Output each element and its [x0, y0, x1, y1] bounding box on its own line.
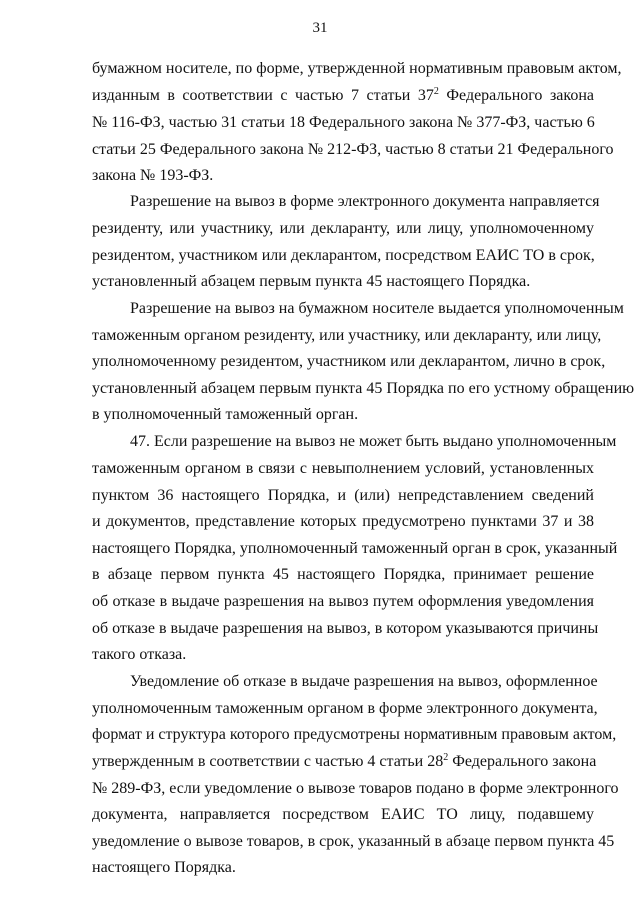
page-number: 31 [312, 20, 328, 36]
text-line: уполномоченному резидентом, участником или декларантом, лично в срок, [92, 353, 606, 370]
text-line: установленный абзацем первым пункта 45 настоящего Порядка. [92, 273, 531, 290]
text-line: пунктом 36 настоящего Порядка, и (или) непредставлением сведений [92, 487, 594, 504]
text-line: 47. Если разрешение на вывоз не может быть выдано уполномоченным [130, 433, 617, 450]
text-line: об отказе в выдаче разрешения на вывоз путем оформления уведомления [92, 593, 594, 610]
text-line: № 289-ФЗ, если уведомление о вывозе товаров подано в форме электронного [92, 780, 619, 797]
text-line: и документов, представление которых предусмотрено пунктами 37 и 38 [92, 513, 594, 530]
text-line: таможенным органом в связи с невыполнением условий, установленных [92, 460, 594, 477]
text-line: резидентом, участником или декларантом, посредством ЕАИС ТО в срок, [92, 247, 595, 264]
text-line: резиденту, или участнику, или декларанту, или лицу, уполномоченному [92, 220, 594, 237]
superscript: 2 [443, 752, 449, 763]
text-line: Уведомление об отказе в выдаче разрешения на вывоз, оформленное [130, 673, 598, 690]
text-line: утвержденным в соответствии с частью 4 статьи $28^2$ Федерального закона [92, 752, 597, 770]
text-line: настоящего Порядка. [92, 859, 236, 876]
text-line: Разрешение на вывоз в форме электронного документа направляется [130, 193, 600, 210]
text-line: формат и структура которого предусмотрены нормативным правовым актом, [92, 726, 617, 743]
text-line: уведомление о вывозе товаров, в срок, указанный в абзаце первом пункта 45 [92, 833, 615, 850]
text-line: установленный абзацем первым пункта 45 Порядка по его устному обращению [92, 380, 635, 397]
text-line: уполномоченным таможенным органом в форме электронного документа, [92, 700, 598, 717]
text-line: таможенным органом резиденту, или участнику, или декларанту, или лицу, [92, 327, 602, 344]
text-line: статьи 25 Федерального закона № 212-ФЗ, частью 8 статьи 21 Федерального [92, 141, 614, 158]
text-line: в уполномоченный таможенный орган. [92, 406, 359, 423]
text-line: такого отказа. [92, 646, 187, 663]
text-line: бумажном носителе, по форме, утвержденной нормативным правовым актом, [92, 60, 622, 77]
text-line: № 116-ФЗ, частью 31 статьи 18 Федерального закона № 377-ФЗ, частью 6 [92, 114, 595, 131]
superscript: 2 [433, 86, 439, 97]
text-line: закона № 193-ФЗ. [92, 167, 214, 184]
text-line: в абзаце первом пункта 45 настоящего Порядка, принимает решение [92, 566, 594, 583]
text-line: об отказе в выдаче разрешения на вывоз, в котором указываются причины [92, 620, 599, 637]
text-line: настоящего Порядка, уполномоченный таможенный орган в срок, указанный [92, 540, 618, 557]
text-line: документа, направляется посредством ЕАИС ТО лицу, подавшему [92, 806, 594, 823]
text-line: Разрешение на вывоз на бумажном носителе выдается уполномоченным [130, 300, 624, 317]
text-line: изданным в соответствии с частью 7 статьи $37^2$ Федерального закона [92, 86, 595, 104]
